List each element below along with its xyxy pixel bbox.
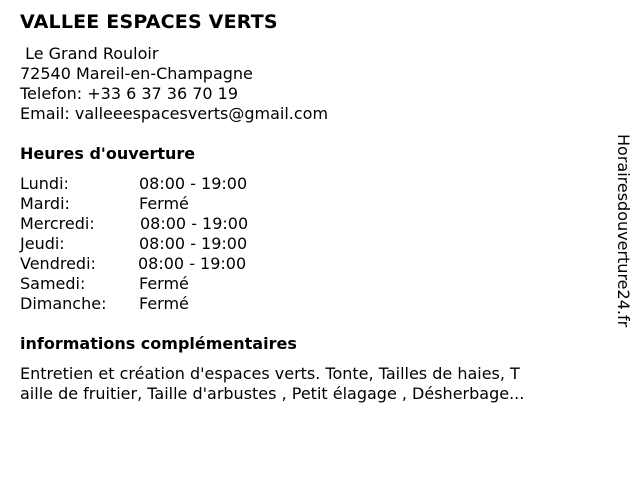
day-label: Lundi: <box>20 174 69 193</box>
time-value: 08:00 - 19:00 <box>139 174 248 193</box>
info-heading: informations complémentaires <box>20 334 297 353</box>
time-value: 08:00 - 19:00 <box>138 254 247 273</box>
time-value: Fermé <box>139 294 189 313</box>
time-value: Fermé <box>139 194 189 213</box>
contact-block <box>20 44 328 124</box>
time-value: 08:00 - 19:00 <box>139 234 248 253</box>
watermark-container <box>612 134 634 346</box>
info-line: Entretien et création d'espaces verts. Tonte, Tailles de haies, T <box>20 364 520 383</box>
day-label: Vendredi: <box>20 254 96 273</box>
day-label: Samedi: <box>20 274 86 293</box>
address-city: 72540 Mareil-en-Champagne <box>20 64 253 83</box>
time-value: 08:00 - 19:00 <box>140 214 249 233</box>
day-label: Dimanche: <box>20 294 107 313</box>
info-description <box>20 364 580 404</box>
email-line: Email: valleeespacesverts@gmail.com <box>20 104 329 123</box>
time-value: Fermé <box>139 274 189 293</box>
site-watermark: Horairesdouverture24.fr <box>614 134 633 328</box>
day-label: Mercredi: <box>20 214 95 233</box>
business-name: VALLEE ESPACES VERTS <box>20 11 278 33</box>
day-label: Mardi: <box>20 194 70 213</box>
hours-heading: Heures d'ouverture <box>20 144 196 163</box>
phone-line: Telefon: +33 6 37 36 70 19 <box>20 84 239 103</box>
info-line: aille de fruitier, Taille d'arbustes , Petit élagage , Désherbage... <box>20 384 525 403</box>
address-street: Le Grand Rouloir <box>20 44 159 63</box>
day-label: Jeudi: <box>20 234 65 253</box>
